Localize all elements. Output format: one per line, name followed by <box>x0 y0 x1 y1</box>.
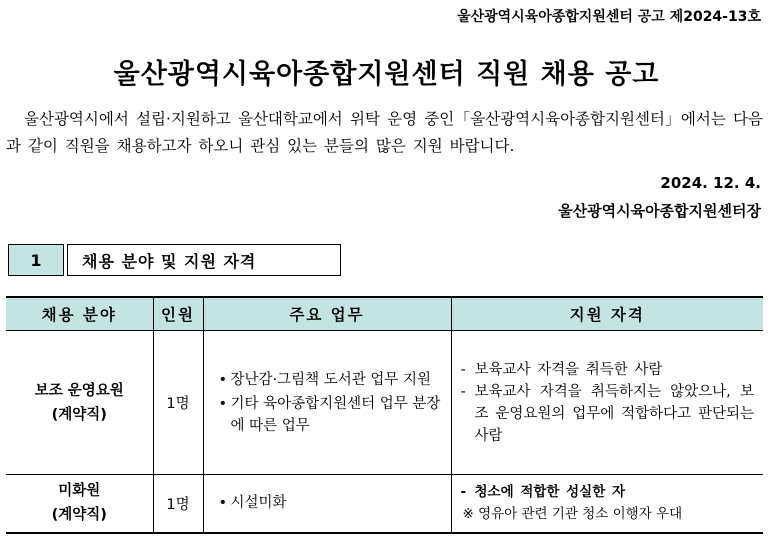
count-cell: 1명 <box>153 331 203 475</box>
header-duties: 주요 업무 <box>203 297 451 331</box>
duties-cell <box>203 331 451 475</box>
qualifications-cell <box>451 475 763 533</box>
duties-cell <box>203 475 451 533</box>
table-row <box>6 331 763 475</box>
field-cell <box>6 475 153 533</box>
duty-item: • 시설미화 <box>219 492 444 514</box>
qualifications-cell <box>451 331 763 475</box>
notice-date: 2024. 12. 4. <box>660 174 761 192</box>
qualification-note: ※ 영유아 관련 기관 청소 이행자 우대 <box>462 506 683 523</box>
table-header-row <box>6 297 763 331</box>
intro-paragraph: 울산광역시에서 설립·지원하고 울산대학교에서 위탁 운영 중인「울산광역시육아종합지원센터」에서는 다음과 같이 직원을 채용하고자 하오니 관심 있는 분들의 많은 지원 바랍니다. <box>6 110 763 155</box>
qualification-item: - 보육교사 자격을 취득하지는 않았으나, 보조 운영요원의 업무에 적합하다고 판단되는 사람 <box>461 381 755 447</box>
field-type: (계약직) <box>51 507 107 524</box>
qualification-item: - 보육교사 자격을 취득한 사람 <box>461 359 755 381</box>
header-count: 인원 <box>153 297 203 331</box>
qualification-item: - 청소에 적합한 성실한 자 <box>461 481 755 503</box>
header-qualifications: 지원 자격 <box>451 297 763 331</box>
page-title: 울산광역시육아종합지원센터 직원 채용 공고 <box>113 59 660 90</box>
count-cell: 1명 <box>153 475 203 533</box>
header-field: 채용 분야 <box>6 297 153 331</box>
field-cell <box>6 331 153 475</box>
section-number: 1 <box>8 244 64 276</box>
table-row <box>6 475 763 533</box>
field-name: 보조 운영요원 <box>34 382 124 399</box>
notice-number: 울산광역시육아종합지원센터 공고 제2024-13호 <box>457 9 761 25</box>
issuer-name: 울산광역시육아종합지원센터장 <box>558 202 761 220</box>
duty-item: • 기타 육아종합지원센터 업무 분장에 따른 업무 <box>219 393 444 437</box>
duty-item: • 장난감·그림책 도서관 업무 지원 <box>219 369 444 391</box>
section-title: 채용 분야 및 지원 자격 <box>67 244 341 276</box>
field-name: 미화원 <box>58 483 101 500</box>
field-type: (계약직) <box>51 406 107 423</box>
recruitment-table <box>6 296 763 534</box>
